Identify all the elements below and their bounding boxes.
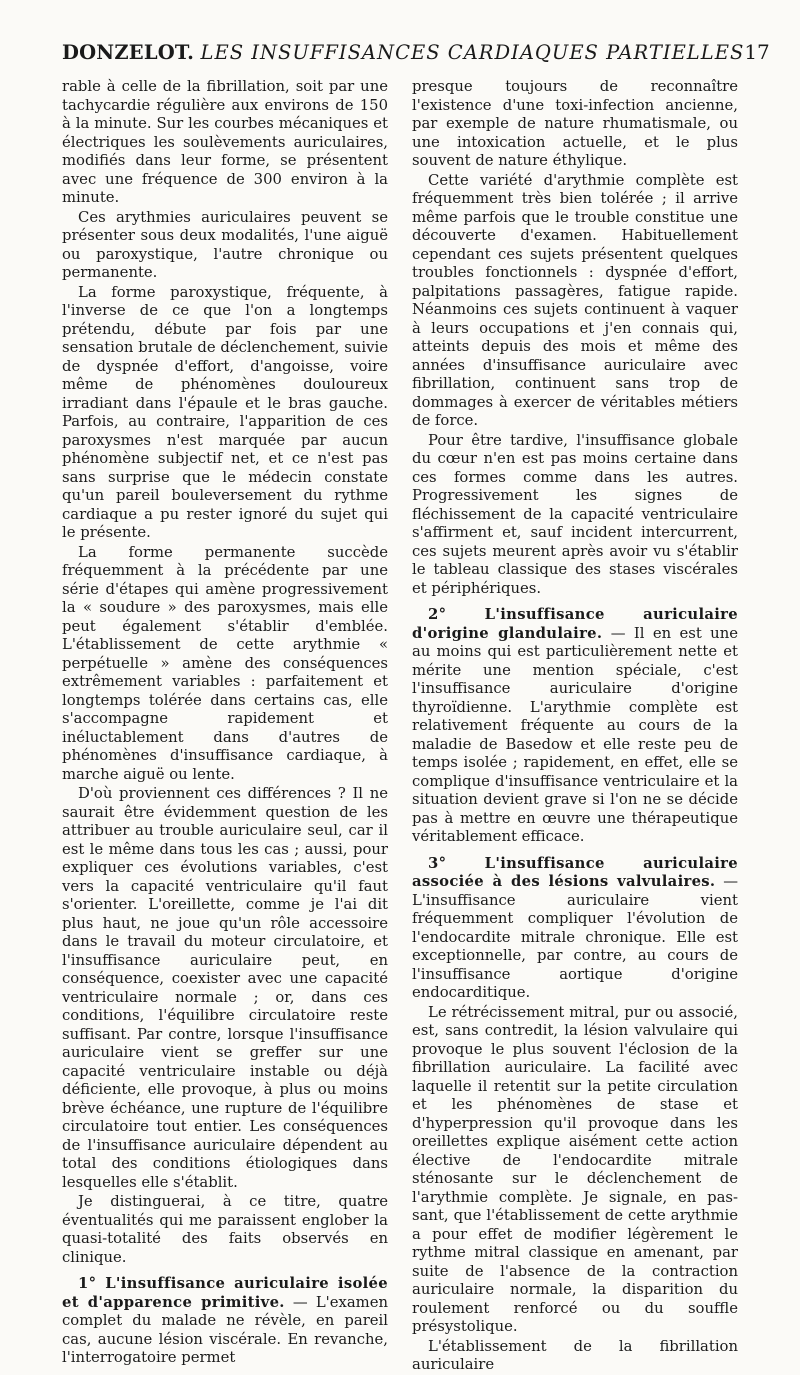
- paragraph: Cette variété d'arythmie complète est fréquemment très bien tolérée ; il arrive même parfois que le trouble constitue une découverte d'examen. Habituellement cependant ces sujets présentent quelques troubles fonctionnels : dyspnée d'effort, palpitations passagères, fatigue rapide. Néanmoins ces sujets continuent à vaquer à leurs occupations et j'en connais qui, atteints depuis des mois et même des années d'insuffisance auriculaire avec fibrillation, continuent sans trop de dommages à exercer de véritables métiers de force.: [412, 171, 738, 429]
- paragraph: presque toujours de reconnaître l'existence d'une toxi-infection ancienne, par exemple de nature rhumatismale, ou une intoxication actuelle, et le plus souvent de nature éthylique.: [412, 78, 738, 169]
- section-text: — L'insuffisance auriculaire vient fréquemment compliquer l'évolution de l'endocardite mitrale chronique. Elle est exceptionnelle, par contre, au cours de l'insuffisance aortique d'origine endocarditique.: [412, 873, 738, 1001]
- header-author: DONZELOT.: [62, 41, 195, 64]
- paragraph: D'où proviennent ces différences ? Il ne saurait être évidemment question de les attribuer au trouble auriculaire seul, car il est le même dans tous les cas ; aussi, pour expliquer ces évolutions variables, c'est vers la capacité ventriculaire qu'il faut s'orienter. L'oreillette, comme je l'ai dit plus haut, ne joue qu'un rôle accessoire dans le travail du moteur circulatoire, et l'insuffisance auriculaire peut, en conséquence, coexister avec une capacité ventriculaire normale ; or, dans ces conditions, l'équilibre circulatoire reste suffisant. Par contre, lorsque l'insuffisance auriculaire vient se greffer sur une capacité ventriculaire instable ou déjà déficiente, elle provoque, à plus ou moins brève échéance, une rupture de l'équilibre circulatoire tout entier. Les conséquences de l'insuffisance auriculaire dépendent au total des conditions étiologiques dans lesquelles elle s'établit.: [62, 785, 388, 1191]
- page-number: 17: [744, 40, 770, 64]
- paragraph: La forme permanente succède fréquemment à la précédente par une série d'étapes qui amène progressivement la « soudure » des paroxysmes, mais elle peut également s'établir d'emblée. L'établissement de cette arythmie « perpétuelle » amène des conséquences extrêmement variables : parfaitement et longtemps tolérée dans certains cas, elle s'accompagne rapidement et inéluctablement dans d'autres de phénomènes d'insuffisance cardiaque, à marche aiguë ou lente.: [62, 543, 388, 783]
- section-heading: 2° L'insuffisance auriculaire d'origine glandulaire.: [412, 606, 738, 642]
- section-2: [412, 606, 738, 847]
- paragraph: La forme paroxystique, fréquente, à l'inverse de ce que l'on a longtemps prétendu, débute par fois par une sensation brutale de déclenchement, suivie de dyspnée d'effort, d'angoisse, voire même de phénomènes douloureux irradiant dans l'épaule et le bras gauche. Parfois, au contraire, l'apparition de ces paroxysmes n'est marquée par aucun phénomène subjectif net, et ce n'est pas sans surprise que le médecin constate qu'un pareil bouleversement du rythme cardiaque a pu rester ignoré du sujet qui le présente.: [62, 283, 388, 541]
- running-header: [62, 40, 770, 70]
- section-heading: 1° L'insuffisance auriculaire isolée et d'apparence primitive.: [62, 1275, 388, 1311]
- section-1: [62, 1275, 388, 1368]
- section-text: — L'examen complet du malade ne révèle, en pareil cas, aucune lésion viscérale. En revanche, l'interrogatoire permet: [62, 1293, 388, 1366]
- text-columns: [62, 78, 738, 1373]
- header-title: LES INSUFFISANCES CARDIAQUES PARTIELLES: [200, 41, 745, 64]
- paragraph: L'établissement de la fibrillation auriculaire: [412, 1337, 738, 1373]
- paragraph: rable à celle de la fibrillation, soit par une tachycardie régulière aux environs de 150 à la minute. Sur les courbes mécaniques et électriques les soulèvements auriculaires, modifiés dans leur forme, se présentent avec une fréquence de 300 environ à la minute.: [62, 78, 388, 206]
- section-text: — Il en est une au moins qui est particulièrement nette et mérite une mention spéciale, c'est l'insuffisance auriculaire d'origine thyroïdienne. L'arythmie complète est relativement fréquente au cours de la maladie de Basedow et elle reste peu de temps isolée ; rapidement, en effet, elle se complique d'insuffisance ventriculaire et la situation devient grave si l'on ne se décide pas à mettre en œuvre une thérapeutique véritablement efficace.: [412, 624, 738, 845]
- paragraph: Pour être tardive, l'insuffisance globale du cœur n'en est pas moins certaine dans ces formes comme dans les autres. Progressivement les signes de fléchissement de la capacité ventriculaire s'affirment et, sauf incident intercurrent, ces sujets meurent après avoir vu s'établir le tableau classique des stases viscérales et périphériques.: [412, 431, 738, 597]
- section-3: [412, 855, 738, 1003]
- paragraph: Ces arythmies auriculaires peuvent se présenter sous deux modalités, l'une aiguë ou paroxystique, l'autre chronique ou permanente.: [62, 208, 388, 281]
- left-column: [62, 78, 388, 1366]
- paragraph: Je distinguerai, à ce titre, quatre éventualités qui me paraissent englober la quasi-totalité des faits observés en clinique.: [62, 1193, 388, 1266]
- paragraph: Le rétrécissement mitral, pur ou associé, est, sans contredit, la lésion valvulaire qui provoque le plus souvent l'éclosion de la fibrillation auriculaire. La facilité avec laquelle il retentit sur la petite circulation et les phénomènes de stase et d'hyperpression qu'il provoque dans les oreillettes explique aisément cette action élective de l'endocardite mitrale sténosante sur le déclenchement de l'arythmie complète. Je signale, en passant, que l'établissement de cette arythmie a pour effet de modifier légèrement le rythme mitral classique en amenant, par suite de l'absence de la contraction auriculaire normale, la disparition du roulement renforcé ou du souffle présystolique.: [412, 1003, 738, 1335]
- section-heading: 3° L'insuffisance auriculaire associée à des lésions valvulaires.: [412, 854, 738, 890]
- right-column: [412, 78, 738, 1373]
- running-head: [62, 41, 744, 64]
